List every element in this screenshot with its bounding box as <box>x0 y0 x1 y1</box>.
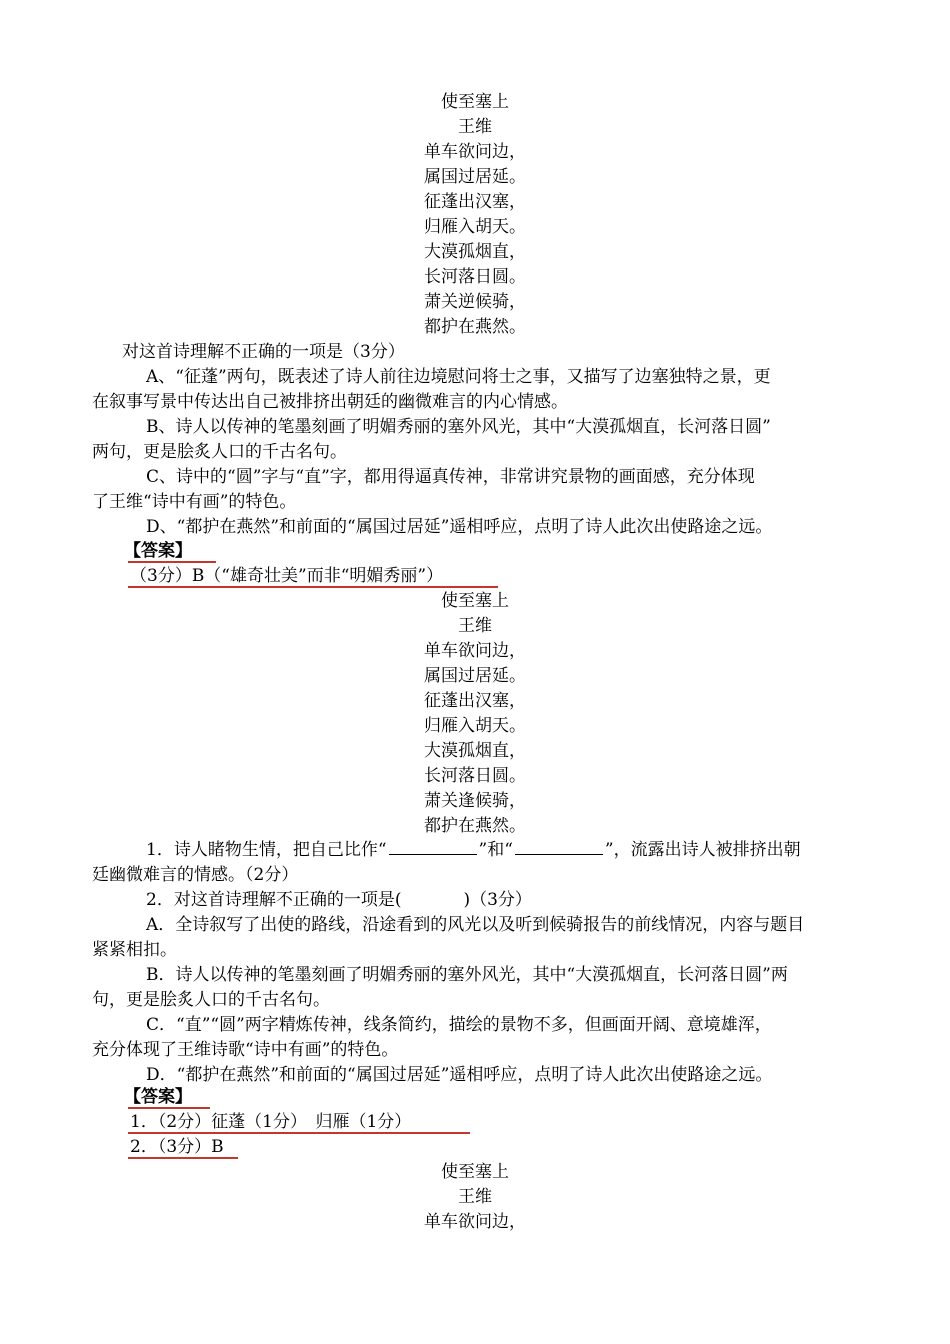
option-a-cont: 紧紧相扣。 <box>92 940 177 960</box>
answer-underline <box>128 1157 238 1159</box>
option-c-cont: 了王维“诗中有画”的特色。 <box>92 492 297 512</box>
poem-line: 单车欲问边， <box>424 1212 526 1232</box>
poem-line: 单车欲问边， <box>424 641 526 661</box>
poem-line: 长河落日圆。 <box>424 267 526 287</box>
poem-line: 萧关逆候骑， <box>424 292 526 312</box>
poem-line: 属国过居延。 <box>424 666 526 686</box>
answer-underline <box>128 1107 210 1109</box>
option-c: C．“直”“圆”两字精炼传神，线条简约，描绘的景物不多，但画面开阔、意境雄浑， <box>146 1015 772 1035</box>
answer-underline <box>128 1132 470 1134</box>
poem-line: 属国过居延。 <box>424 167 526 187</box>
poem-author: 王维 <box>458 616 492 636</box>
question-2-text-a: 2．对这首诗理解不正确的一项是( <box>146 890 402 910</box>
question-2 <box>146 888 532 912</box>
question-1-cont: 廷幽微难言的情感。（2分） <box>92 865 299 885</box>
poem-title: 使至塞上 <box>441 92 509 112</box>
option-d: D．“都护在燕然”和前面的“属国过居延”遥相呼应，点明了诗人此次出使路途之远。 <box>146 1065 773 1085</box>
option-b: B、诗人以传神的笔墨刻画了明媚秀丽的塞外风光，其中“大漠孤烟直，长河落日圆” <box>146 417 771 437</box>
answer-underline <box>128 561 216 563</box>
question-1-text-c: ”，流露出诗人被排挤出朝 <box>604 840 801 860</box>
answer-label: 【答案】 <box>124 541 192 561</box>
poem-line: 归雁入胡天。 <box>424 217 526 237</box>
option-a: A、“征蓬”两句，既表述了诗人前往边境慰问将士之事，又描写了边塞独特之景，更 <box>146 367 771 387</box>
option-b-cont: 句，更是脍炙人口的千古名句。 <box>92 990 330 1010</box>
poem-author: 王维 <box>458 1187 492 1207</box>
option-c-cont: 充分体现了王维诗歌“诗中有画”的特色。 <box>92 1040 399 1060</box>
poem-line: 都护在燕然。 <box>424 317 526 337</box>
option-c: C、诗中的“圆”字与“直”字，都用得逼真传神，非常讲究景物的画面感，充分体现 <box>146 467 755 487</box>
answer-blank-1[interactable] <box>389 838 477 855</box>
option-b: B．诗人以传神的笔墨刻画了明媚秀丽的塞外风光，其中“大漠孤烟直，长河落日圆”两 <box>146 965 788 985</box>
option-a: A．全诗叙写了出使的路线，沿途看到的风光以及听到候骑报告的前线情况，内容与题目 <box>146 915 805 935</box>
answer-blank-2[interactable] <box>515 838 603 855</box>
question-1-text-a: 1．诗人睹物生情，把自己比作“ <box>146 840 387 860</box>
question-1 <box>146 838 801 862</box>
question-stem: 对这首诗理解不正确的一项是（3分） <box>122 342 405 362</box>
poem-line: 大漠孤烟直， <box>424 741 526 761</box>
poem-line: 长河落日圆。 <box>424 766 526 786</box>
poem-author: 王维 <box>458 117 492 137</box>
poem-line: 萧关逢候骑， <box>424 791 526 811</box>
answer-label: 【答案】 <box>124 1087 192 1107</box>
poem-line: 单车欲问边， <box>424 142 526 162</box>
poem-title: 使至塞上 <box>441 591 509 611</box>
poem-line: 征蓬出汉塞， <box>424 192 526 212</box>
poem-line: 大漠孤烟直， <box>424 242 526 262</box>
poem-line: 征蓬出汉塞， <box>424 691 526 711</box>
answer-text-1: 1．（2分）征蓬（1分） 归雁（1分） <box>130 1112 412 1132</box>
answer-underline <box>128 586 498 588</box>
question-1-text-b: ”和“ <box>478 840 513 860</box>
question-2-text-b: )（3分） <box>463 890 532 910</box>
poem-title: 使至塞上 <box>441 1162 509 1182</box>
option-d: D、“都护在燕然”和前面的“属国过居延”遥相呼应，点明了诗人此次出使路途之远。 <box>146 517 773 537</box>
answer-text-2: 2．（3分）B <box>130 1137 224 1157</box>
answer-text: （3分）B（“雄奇壮美”而非“明媚秀丽”） <box>130 566 444 586</box>
poem-line: 都护在燕然。 <box>424 816 526 836</box>
option-a-cont: 在叙事写景中传达出自己被排挤出朝廷的幽微难言的内心情感。 <box>92 392 568 412</box>
poem-line: 归雁入胡天。 <box>424 716 526 736</box>
option-b-cont: 两句，更是脍炙人口的千古名句。 <box>92 442 347 462</box>
